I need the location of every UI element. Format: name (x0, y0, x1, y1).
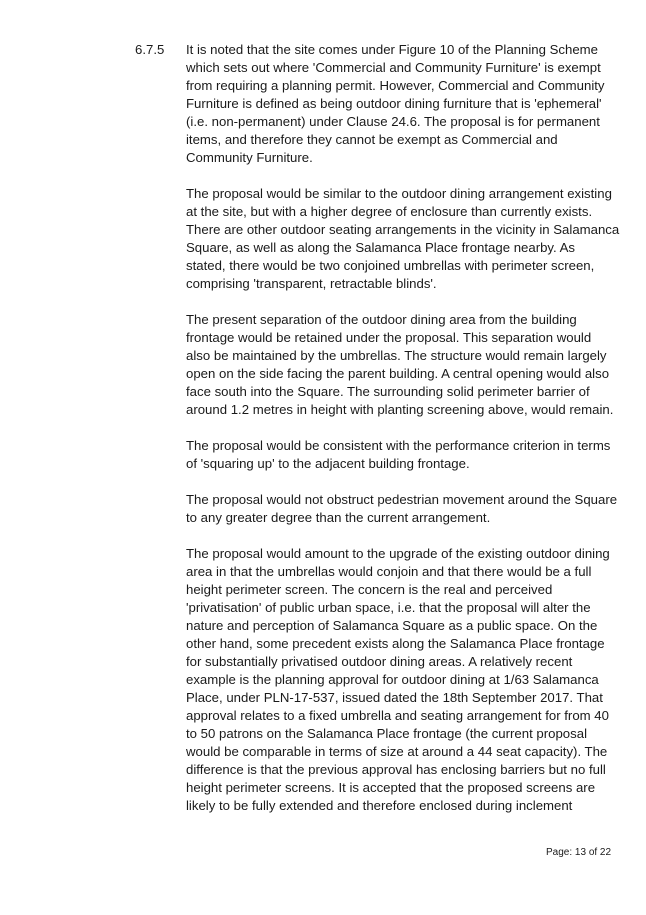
paragraph-line: The proposal would not obstruct pedestrian movement around the Square (186, 492, 618, 507)
paragraph-line: comprising 'transparent, retractable blinds'. (186, 276, 437, 291)
paragraph-line: from requiring a planning permit. However, Commercial and Community (186, 78, 605, 93)
paragraph-line: of 'squaring up' to the adjacent building frontage. (186, 456, 470, 471)
paragraph-line: also be maintained by the umbrellas. The structure would remain largely (186, 348, 607, 363)
paragraph-line: There are other outdoor seating arrangements in the vicinity in Salamanca (186, 222, 620, 237)
paragraph-line: height perimeter screens. It is accepted that the proposed screens are (186, 780, 596, 795)
paragraph-line: 'privatisation' of public urban space, i.e. that the proposal will alter the (186, 600, 591, 615)
paragraph-line: It is noted that the site comes under Figure 10 of the Planning Scheme (186, 42, 598, 57)
paragraph-line: difference is that the previous approval has enclosing barriers but no full (186, 762, 606, 777)
paragraph-line: area in that the umbrellas would conjoin and that there would be a full (186, 564, 592, 579)
paragraph-line: The present separation of the outdoor dining area from the building (186, 312, 577, 327)
paragraph-6 (186, 545, 610, 815)
paragraph-line: (i.e. non-permanent) under Clause 24.6. The proposal is for permanent (186, 114, 600, 129)
paragraph-line: other hand, some precedent exists along the Salamanca Place frontage (186, 636, 605, 651)
paragraph-4 (186, 437, 611, 473)
paragraph-line: Square, as well as along the Salamanca Place frontage nearby. As (186, 240, 576, 255)
paragraph-2 (186, 185, 620, 293)
paragraph-line: The proposal would be consistent with the performance criterion in terms (186, 438, 611, 453)
paragraph-line: example is the planning approval for outdoor dining at 1/63 Salamanca (186, 672, 599, 687)
paragraph-line: Community Furniture. (186, 150, 313, 165)
section-number: 6.7.5 (135, 42, 165, 57)
paragraph-line: likely to be fully extended and therefore enclosed during inclement (186, 798, 573, 813)
paragraph-line: face south into the Square. The surrounding solid perimeter barrier of (186, 384, 590, 399)
paragraph-line: would be comparable in terms of size at around a 44 seat capacity). The (186, 744, 608, 759)
paragraph-line: at the site, but with a higher degree of enclosure than currently exists. (186, 204, 593, 219)
paragraph-line: Furniture is defined as being outdoor dining furniture that is 'ephemeral' (186, 96, 602, 111)
paragraph-line: nature and perception of Salamanca Square as a public space. On the (186, 618, 598, 633)
paragraph-line: frontage would be retained under the proposal. This separation would (186, 330, 592, 345)
paragraph-line: items, and therefore they cannot be exempt as Commercial and (186, 132, 558, 147)
paragraph-line: height perimeter screen. The concern is the real and perceived (186, 582, 553, 597)
paragraph-line: to any greater degree than the current arrangement. (186, 510, 491, 525)
paragraph-line: which sets out where 'Commercial and Community Furniture' is exempt (186, 60, 601, 75)
paragraph-line: for substantially privatised outdoor dining areas. A relatively recent (186, 654, 573, 669)
paragraph-5 (186, 491, 618, 527)
page-number-footer: Page: 13 of 22 (546, 847, 612, 858)
paragraph-line: around 1.2 metres in height with planting screening above, would remain. (186, 402, 614, 417)
paragraph-line: open on the side facing the parent building. A central opening would also (186, 366, 610, 381)
paragraph-3 (186, 311, 614, 419)
paragraph-line: The proposal would amount to the upgrade of the existing outdoor dining (186, 546, 610, 561)
paragraph-line: Place, under PLN-17-537, issued dated the 18th September 2017. That (186, 690, 603, 705)
paragraph-line: to 50 patrons on the Salamanca Place frontage (the current proposal (186, 726, 588, 741)
section-body (186, 41, 620, 833)
paragraph-line: approval relates to a fixed umbrella and seating arrangement for from 40 (186, 708, 609, 723)
paragraph-line: stated, there would be two conjoined umbrellas with perimeter screen, (186, 258, 595, 273)
paragraph-line: The proposal would be similar to the outdoor dining arrangement existing (186, 186, 612, 201)
paragraph-1 (186, 41, 606, 167)
